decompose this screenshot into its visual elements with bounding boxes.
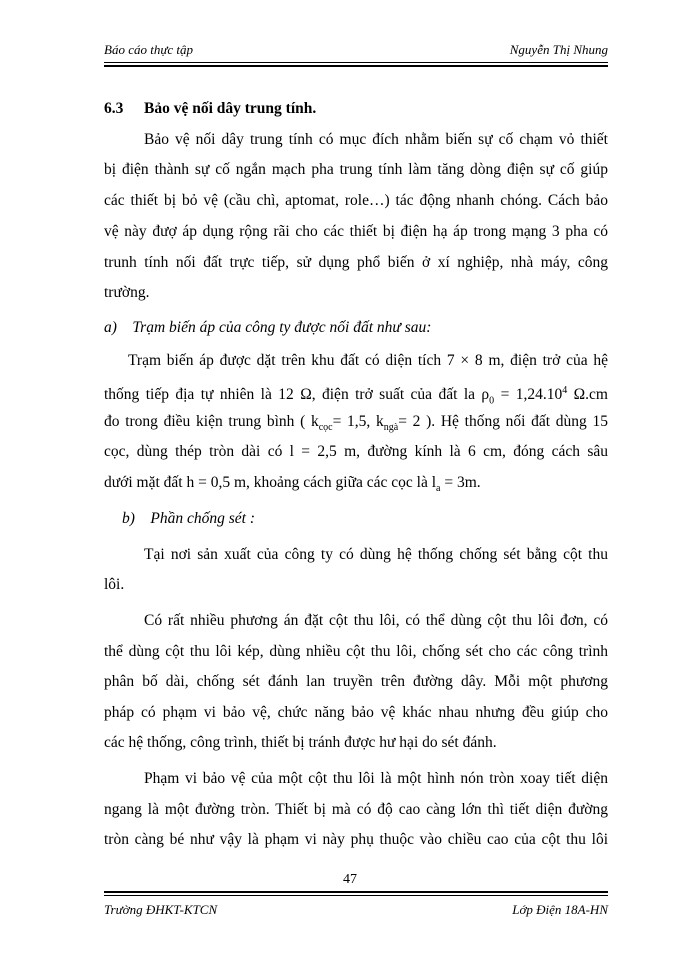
- header-rule-thick: [104, 65, 608, 67]
- paragraph-line: Có rất nhiều phương án đặt cột thu lôi, có thể dùng cột thu lôi đơn, có: [144, 612, 608, 629]
- paragraph-line-formula: thống tiếp địa tự nhiên là 12 Ω, điện trở suất của đất la $\rho_0 = 1,24.10^4$ Ω.cm: [104, 385, 608, 407]
- paragraph-line: các thiết bị bỏ vệ (cầu chì, aptomat, role…) tác động nhanh chóng. Cách bảo: [104, 192, 608, 209]
- page-number: 47: [343, 872, 357, 887]
- paragraph-line: Bảo vệ nối dây trung tính có mục đích nhằm biến sự cố chạm vỏ thiết: [144, 131, 608, 148]
- paragraph-line: phân bố dài, chống sét đánh lan truyền trên đường dây. Mỗi một phương: [104, 673, 608, 690]
- paragraph-line-formula: đo trong điều kiện trung bình ( $k_{cọc}= 1,5$, $k_{ngà}= 2$ ). Hệ thống nối đất dùng 15: [104, 413, 609, 434]
- paragraph-line: trunh tính nối đất trực tiếp, sử dụng phổ biến ở xí nghiệp, nhà máy, công: [104, 254, 608, 271]
- footer-rule-thin: [104, 895, 608, 896]
- paragraph-line: vệ này đượ áp dụng rộng rãi cho các thiết bị điện hạ áp trong mạng 3 pha có: [104, 223, 608, 240]
- paragraph-line: cọc, dùng thép tròn dài có l = 2,5 m, đường kính là 6 cm, đóng cách sâu: [104, 443, 608, 460]
- paragraph-line: ngang là một đường tròn. Thiết bị mà có độ cao càng lớn thì tiết diện đường: [104, 801, 608, 818]
- section-title: Bảo vệ nối dây trung tính.: [144, 100, 317, 117]
- section-number: 6.3: [104, 100, 124, 117]
- header-author: Nguyễn Thị Nhung: [509, 42, 608, 57]
- page-header: [104, 40, 608, 60]
- footer-rule-thick: [104, 891, 608, 893]
- paragraph-line: Trạm biến áp được dặt trên khu đất có diện tích 7 × 8 m, điện trở của hệ: [128, 352, 608, 369]
- paragraph-line: pháp có phạm vi bảo vệ, chức năng bảo vệ khác nhau nhưng đều giúp cho: [104, 704, 608, 721]
- subsection-b-heading: b) Phần chống sét :: [122, 510, 256, 527]
- subsection-a-heading: a) Trạm biến áp của công ty được nối đất như sau:: [104, 319, 432, 336]
- paragraph-line: các hệ thống, công trình, thiết bị tránh được hư hại do sét đánh.: [104, 734, 497, 751]
- header-rule-thin: [104, 62, 608, 63]
- header-report-title: Báo cáo thực tập: [104, 42, 194, 57]
- paragraph-line: Phạm vi bảo vệ của một cột thu lôi là một hình nón tròn xoay tiết diện: [144, 770, 608, 787]
- section-heading: [104, 98, 608, 120]
- paragraph-line: lôi.: [104, 576, 125, 593]
- paragraph-line: Tại nơi sản xuất của công ty có dùng hệ thống chống sét bằng cột thu: [144, 546, 608, 563]
- paragraph-line: bị điện thành sự cố ngắn mạch pha trung tính làm tăng dòng điện sự cố giúp: [104, 161, 608, 178]
- paragraph-line: thể dùng cột thu lôi kép, dùng nhiều cột thu lôi, chống sét cho các công trình: [104, 643, 608, 660]
- paragraph-line-formula: dưới mặt đất h = 0,5 m, khoảng cách giữa các cọc là $l_a = 3m$.: [104, 474, 481, 495]
- paragraph-line: trường.: [104, 284, 150, 301]
- paragraph-line: tròn càng bé như vậy là phạm vi này phụ thuộc vào chiều cao của cột thu lôi: [104, 831, 608, 848]
- footer-class: Lớp Điện 18A-HN: [512, 902, 608, 917]
- footer-school: Trường ĐHKT-KTCN: [104, 902, 218, 917]
